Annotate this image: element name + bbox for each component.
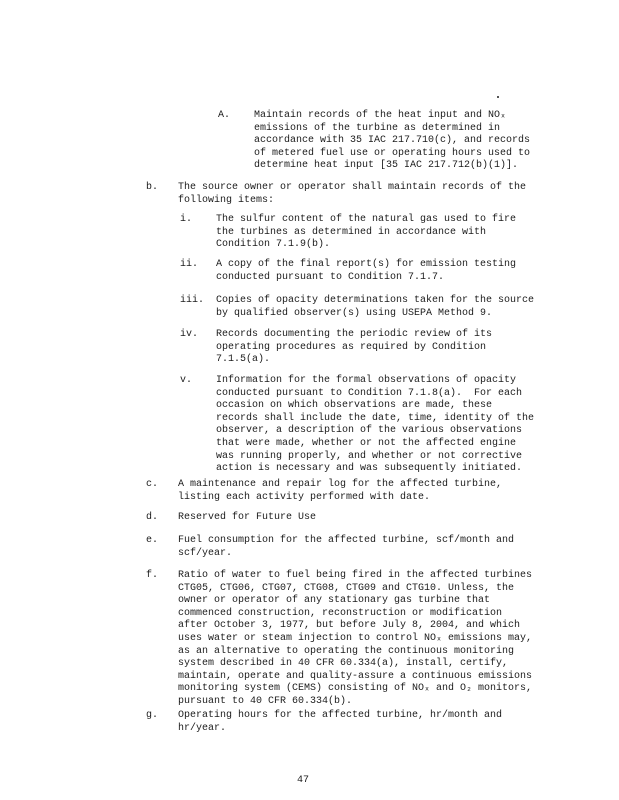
item-text: Copies of opacity determinations taken for the source by qualified observer(s) using USEPA Method 9. xyxy=(216,295,535,319)
item-text: A maintenance and repair log for the affected turbine, listing each activity performed with date. xyxy=(178,479,503,503)
item-text: Maintain records of the heat input and NOₓ emissions of the turbine as determined in accordance with 35 IAC 217.710(c), and records of metered fuel use or operating hours used to determine heat input [35 IAC 217.712(b)(1)]. xyxy=(254,110,531,172)
item-text: Reserved for Future Use xyxy=(178,512,317,523)
item-text: Operating hours for the affected turbine, hr/month and hr/year. xyxy=(178,710,503,734)
item-marker: i. xyxy=(180,214,193,225)
item-marker: d. xyxy=(146,512,159,523)
item-marker: e. xyxy=(146,535,159,546)
item-text: Records documenting the periodic review of its operating procedures as required by Condition 7.1.5(a). xyxy=(216,329,493,366)
item-marker: ii. xyxy=(180,259,199,270)
item-text: The source owner or operator shall maintain records of the following items: xyxy=(178,182,527,206)
stray-mark xyxy=(497,96,499,98)
item-text: The sulfur content of the natural gas used to fire the turbines as determined in accordance with Condition 7.1.9(b). xyxy=(216,214,517,251)
item-marker: v. xyxy=(180,375,193,386)
item-text: Fuel consumption for the affected turbine, scf/month and scf/year. xyxy=(178,535,515,559)
item-marker: iii. xyxy=(180,295,205,306)
item-marker: f. xyxy=(146,570,159,581)
item-marker: A. xyxy=(218,110,231,121)
item-marker: b. xyxy=(146,182,159,193)
item-text: Information for the formal observations of opacity conducted pursuant to Condition 7.1.8(a). For each occasion on which observations are made, these records shall include the date, time, identity of the observer, a description of the various observations that were made, whether or not the affected engine was running properly, and whether or not corrective action is necessary and was subsequently initiated. xyxy=(216,375,535,475)
item-text: A copy of the final report(s) for emission testing conducted pursuant to Condition 7.1.7. xyxy=(216,259,517,283)
item-marker: g. xyxy=(146,710,159,721)
item-marker: c. xyxy=(146,479,159,490)
item-marker: iv. xyxy=(180,329,199,340)
page-number: 47 xyxy=(297,775,310,786)
item-text: Ratio of water to fuel being fired in the affected turbines CTG05, CTG06, CTG07, CTG08, CTG09 and CTG10. Unless, the owner or operator of any stationary gas turbine that commenced construction, reconstruction or modification after October 3, 1977, but before July 8, 2004, and which uses water or steam injection to control NOₓ emissions may, as an alternative to operating the continuous monitoring system described in 40 CFR 60.334(a), install, certify, maintain, operate and quality-assure a continuous emissions monitoring system (CEMS) consisting of NOₓ and O₂ monitors, pursuant to 40 CFR 60.334(b). xyxy=(178,570,533,707)
